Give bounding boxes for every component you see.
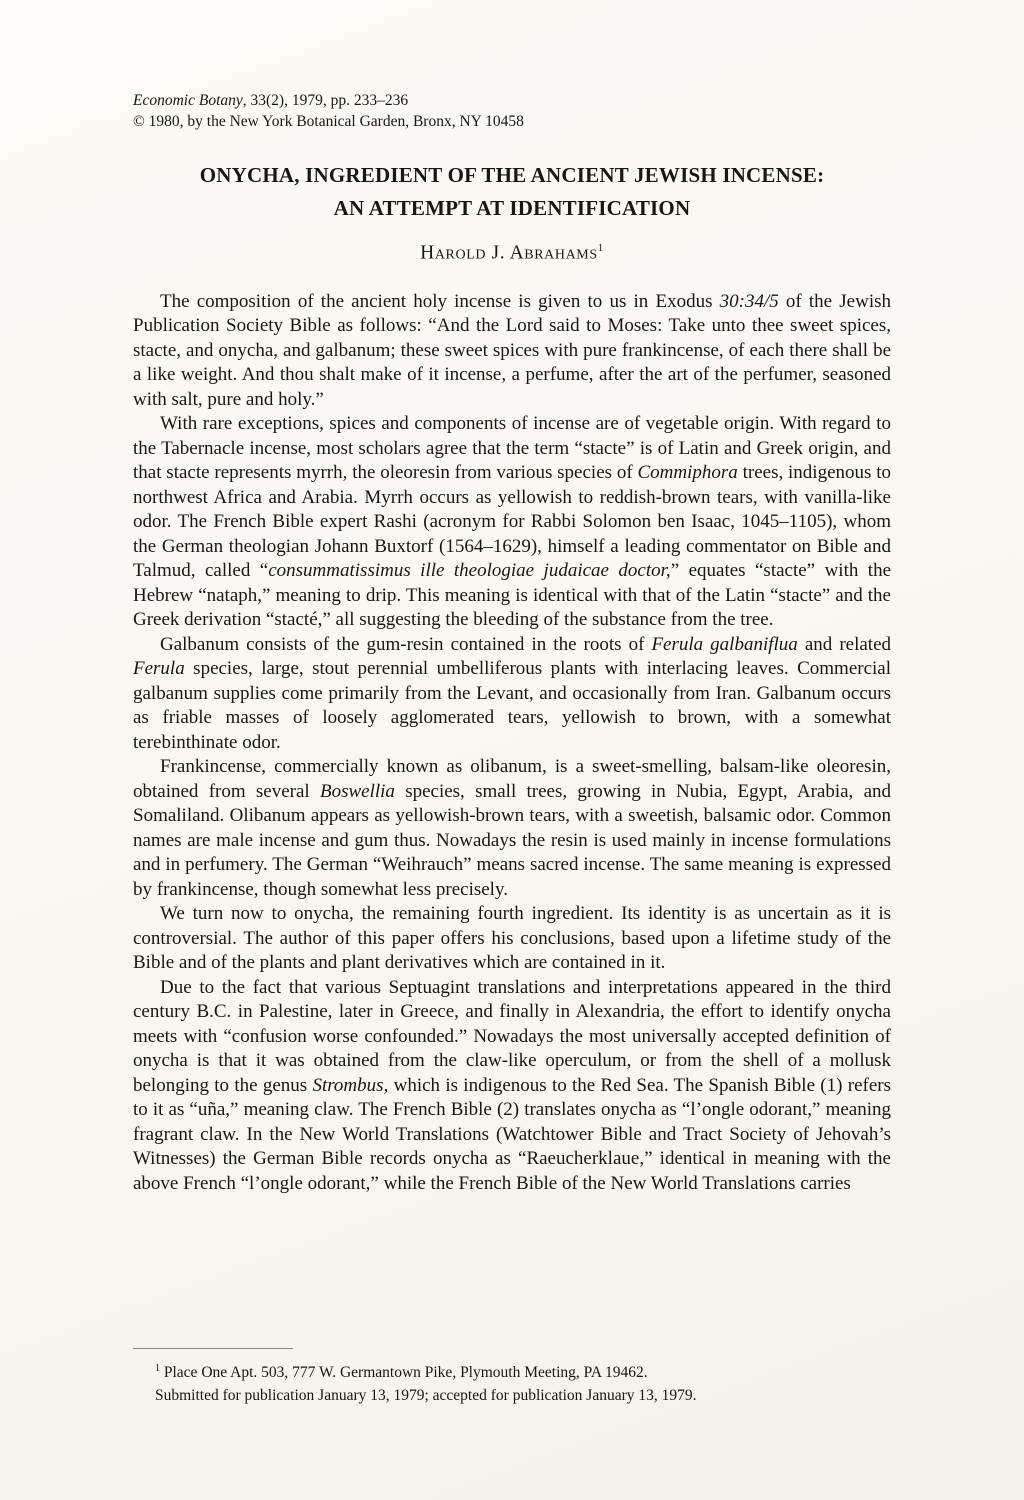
journal-citation: Economic Botany, 33(2), 1979, pp. 233–236 bbox=[133, 92, 409, 109]
footnote-text-1: Place One Apt. 503, 777 W. Germantown Pike, Plymouth Meeting, PA 19462. bbox=[163, 1364, 648, 1382]
footnote-line-2: Submitted for publication January 13, 1979; accepted for publication January 13, 1979. bbox=[155, 1386, 697, 1404]
author-name: Harold J. Abrahams bbox=[420, 242, 598, 264]
paragraph-3: Galbanum consists of the gum-resin contained in the roots of Ferula galbaniflua and related Ferula species, large, stout perennial umbelliferous plants with interlacing leaves. Commercial galbanum supplies come primarily from the Levant, and occasionally from Iran. Galbanum occurs as friable masses of loosely agglomerated tears, yellowish to brown, with a somewhat terebinthinate odor. bbox=[133, 633, 892, 753]
footnote bbox=[133, 1348, 893, 1407]
article-body bbox=[133, 290, 891, 1197]
paragraph-1: The composition of the ancient holy incense is given to us in Exodus 30:34/5 of the Jewish Publication Society Bible as follows: “And the Lord said to Moses: Take unto thee sweet spices, stacte, and onycha, and galbanum; these sweet spices with pure frankincense, of each there shall be a like weight. And thou shalt make of it incense, a perfume, after the art of the perfumer, seasoned with salt, pure and holy.” bbox=[133, 290, 891, 410]
title-line-2: AN ATTEMPT AT IDENTIFICATION bbox=[333, 196, 691, 220]
paragraph-4: Frankincense, commercially known as olibanum, is a sweet-smelling, balsam-like oleoresin, obtained from several Boswellia species, small trees, growing in Nubia, Egypt, Arabia, and Somaliland. Olibanum appears as yellowish-brown tears, with a sweetish, balsamic odor. Common names are male incense and gum thus. Nowadays the resin is used mainly in incense formulations and in perfumery. The German “Weihrauch” means sacred incense. The same meaning is expressed by frankincense, though somewhat less precisely. bbox=[133, 756, 891, 900]
paragraph-5: We turn now to onycha, the remaining fourth ingredient. Its identity is as uncertain as it is controversial. The author of this paper offers his conclusions, based upon a lifetime study of the Bible and of the plants and plant derivatives which are contained in it. bbox=[133, 903, 891, 973]
paper-title bbox=[133, 159, 891, 225]
paragraph-6: Due to the fact that various Septuagint translations and interpretations appeared in the third century B.C. in Palestine, later in Greece, and finally in Alexandria, the effort to identify onycha meets with “confusion worse confounded.” Nowadays the most universally accepted definition of onycha is that it was obtained from the claw-like operculum, or from the shell of a mollusk belonging to the genus Strombus, which is indigenous to the Red Sea. The Spanish Bible (1) refers to it as “uña,” meaning claw. The French Bible (2) translates onycha as “l’ongle odorant,” meaning fragrant claw. In the New World Translations (Watchtower Bible and Tract Society of Jehovah’s Witnesses) the German Bible records onycha as “Raeucherklaue,” identical in meaning with the above French “l’ongle odorant,” while the French Bible of the New World Translations carries bbox=[133, 976, 891, 1194]
copyright-line: © 1980, by the New York Botanical Garden, Bronx, NY 10458 bbox=[133, 113, 524, 130]
author-footnote-mark: 1 bbox=[597, 242, 604, 254]
footnote-line-1 bbox=[133, 1358, 893, 1385]
title-line-1: ONYCHA, INGREDIENT OF THE ANCIENT JEWISH INCENSE: bbox=[199, 163, 825, 187]
footnote-divider bbox=[133, 1348, 293, 1349]
author-line bbox=[133, 242, 891, 265]
publication-info bbox=[133, 90, 891, 132]
footnote-mark: 1 bbox=[155, 1363, 160, 1374]
paragraph-2: With rare exceptions, spices and components of incense are of vegetable origin. With regard to the Tabernacle incense, most scholars agree that the term “stacte” is of Latin and Greek origin, and that stacte represents myrrh, the oleoresin from various species of Commiphora trees, indigenous to northwest Africa and Arabia. Myrrh occurs as yellowish to reddish-brown tears, with vanilla-like odor. The French Bible expert Rashi (acronym for Rabbi Solomon ben Isaac, 1045–1105), whom the German theologian Johann Buxtorf (1564–1629), himself a leading commentator on Bible and Talmud, called “consummatissimus ille theologiae judaicae doctor,” equates “stacte” with the Hebrew “nataph,” meaning to drip. This meaning is identical with that of the Latin “stacte” and the Greek derivation “stacté,” all suggesting the bleeding of the substance from the tree. bbox=[133, 413, 892, 630]
